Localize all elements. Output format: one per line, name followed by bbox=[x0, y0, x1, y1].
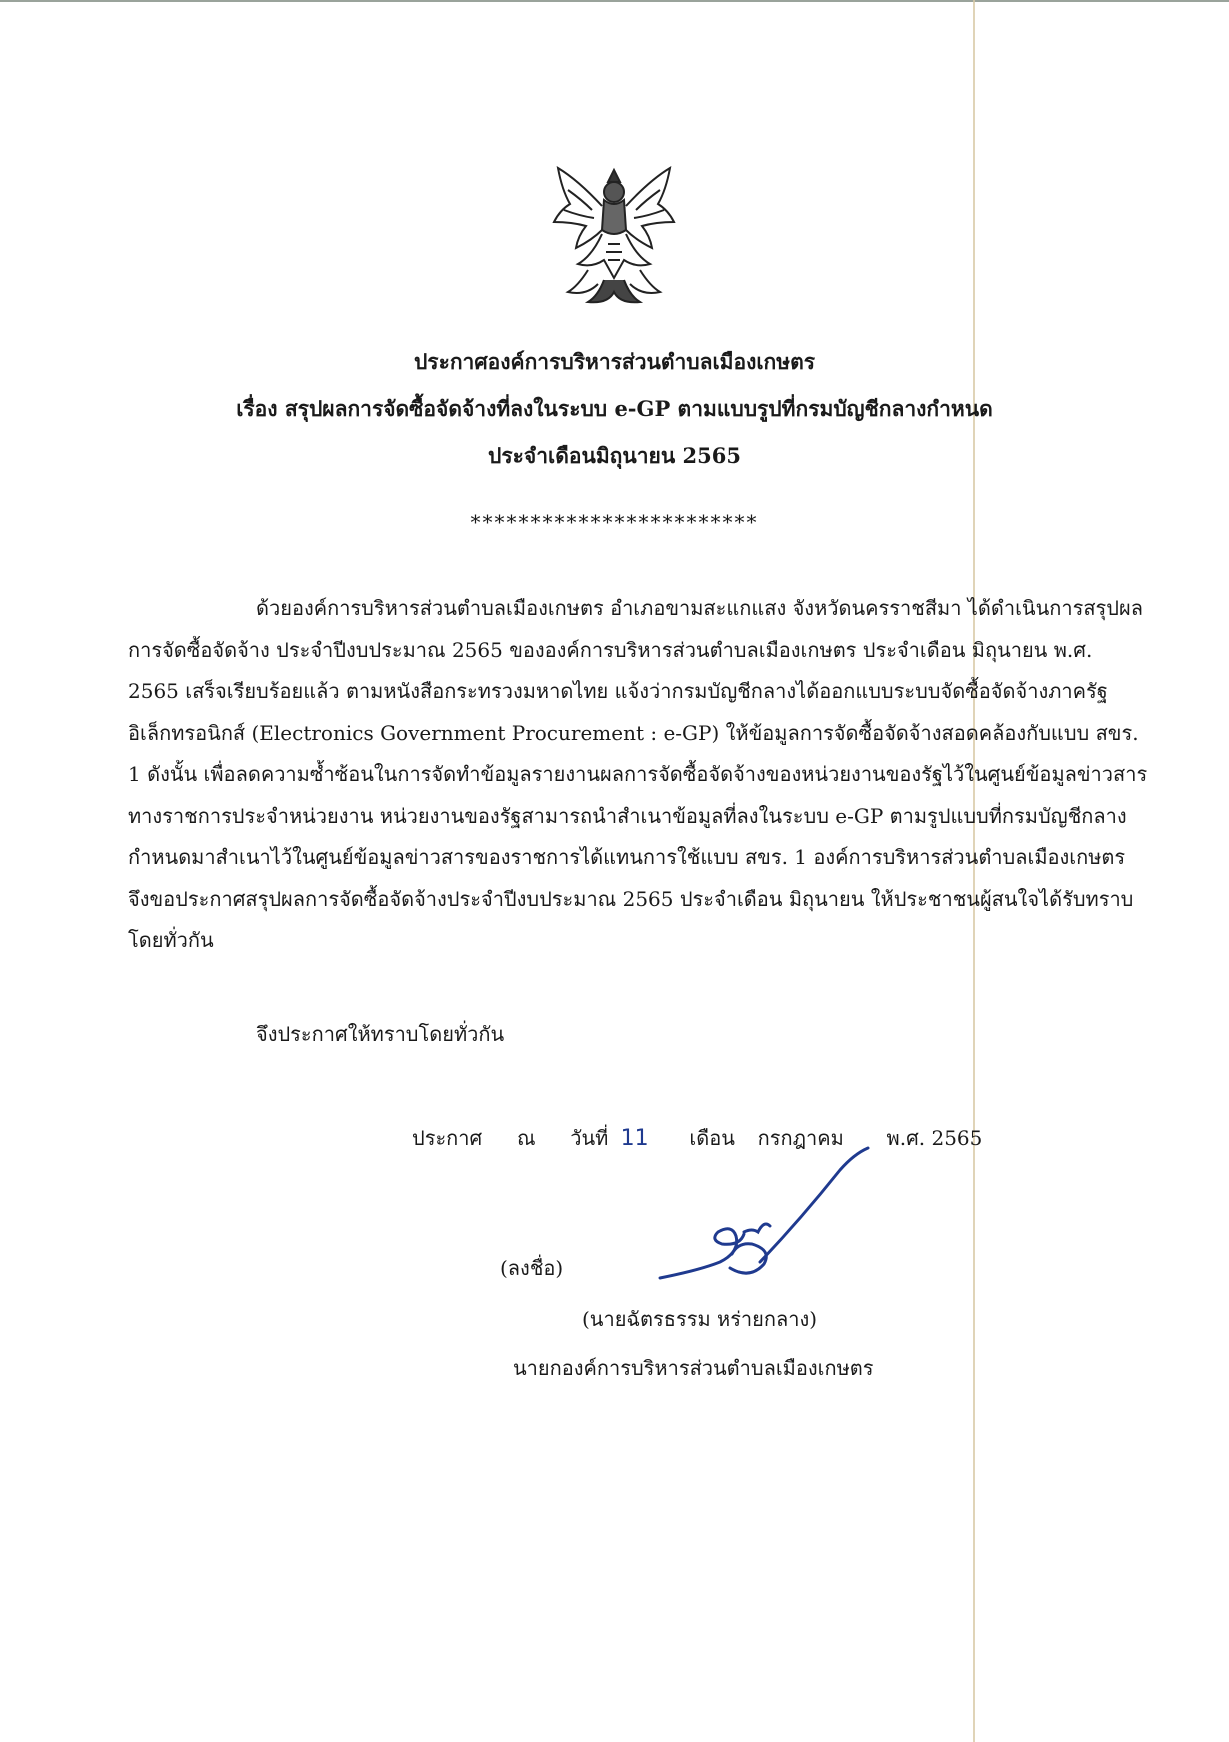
announce-prefix: ประกาศ bbox=[412, 1126, 483, 1150]
month-value: กรกฎาคม bbox=[757, 1126, 844, 1150]
handwritten-signature bbox=[640, 1140, 880, 1290]
year-value: พ.ศ. 2565 bbox=[886, 1126, 983, 1150]
separator: ************************ bbox=[470, 510, 759, 534]
scan-border-top bbox=[0, 0, 1229, 2]
body-text bbox=[128, 588, 1148, 962]
closing-statement: จึงประกาศให้ทราบโดยทั่วกัน bbox=[256, 1022, 505, 1046]
announcement-period: ประจำเดือนมิถุนายน 2565 bbox=[488, 443, 741, 468]
sign-label: (ลงชื่อ) bbox=[500, 1256, 564, 1280]
announcement-subject: เรื่อง สรุปผลการจัดซื้อจัดจ้างที่ลงในระบบ e-GP ตามแบบรูปที่กรมบัญชีกลางกำหนด bbox=[236, 396, 993, 421]
handwritten-day: 11 bbox=[620, 1126, 649, 1151]
signer-name: (นายฉัตรธรรม หร่ายกลาง) bbox=[582, 1307, 818, 1331]
garuda-emblem-icon bbox=[548, 160, 680, 310]
announcement-title: ประกาศองค์การบริหารส่วนตำบลเมืองเกษตร bbox=[413, 349, 816, 374]
announce-at: ณ bbox=[516, 1126, 536, 1150]
signer-title: นายกองค์การบริหารส่วนตำบลเมืองเกษตร bbox=[513, 1356, 874, 1380]
body-paragraph: ด้วยองค์การบริหารส่วนตำบลเมืองเกษตร อำเภอขามสะแกแสง จังหวัดนครราชสีมา ได้ดำเนินการสรุปผลการจัดซื้อจัดจ้าง ประจำปีงบประมาณ 2565 ขององค์การบริหารส่วนตำบลเมืองเกษตร ประจำเดือน มิถุนายน พ.ศ. 2565 เสร็จเรียบร้อยแล้ว ตามหนังสือกระทรวงมหาดไทย แจ้งว่ากรมบัญชีกลางได้ออกแบบระบบจัดซื้อจัดจ้างภาครัฐอิเล็กทรอนิกส์ (Electronics Government Procurement : e-GP) ให้ข้อมูลการจัดซื้อจัดจ้างสอดคล้องกับแบบ สขร. 1 ดังนั้น เพื่อลดความซ้ำซ้อนในการจัดทำข้อมูลรายงานผลการจัดซื้อจัดจ้างของหน่วยงานของรัฐไว้ในศูนย์ข้อมูลข่าวสารทางราชการประจำหน่วยงาน หน่วยงานของรัฐสามารถนำสำเนาข้อมูลที่ลงในระบบ e-GP ตามรูปแบบที่กรมบัญชีกลางกำหนดมาสำเนาไว้ในศูนย์ข้อมูลข่าวสารของราชการได้แทนการใช้แบบ สขร. 1 องค์การบริหารส่วนตำบลเมืองเกษตร จึงขอประกาศสรุปผลการจัดซื้อจัดจ้างประจำปีงบประมาณ 2565 ประจำเดือน มิถุนายน ให้ประชาชนผู้สนใจได้รับทราบโดยทั่วกัน bbox=[128, 596, 1148, 952]
day-label: วันที่ bbox=[570, 1126, 609, 1150]
month-label: เดือน bbox=[689, 1126, 735, 1150]
